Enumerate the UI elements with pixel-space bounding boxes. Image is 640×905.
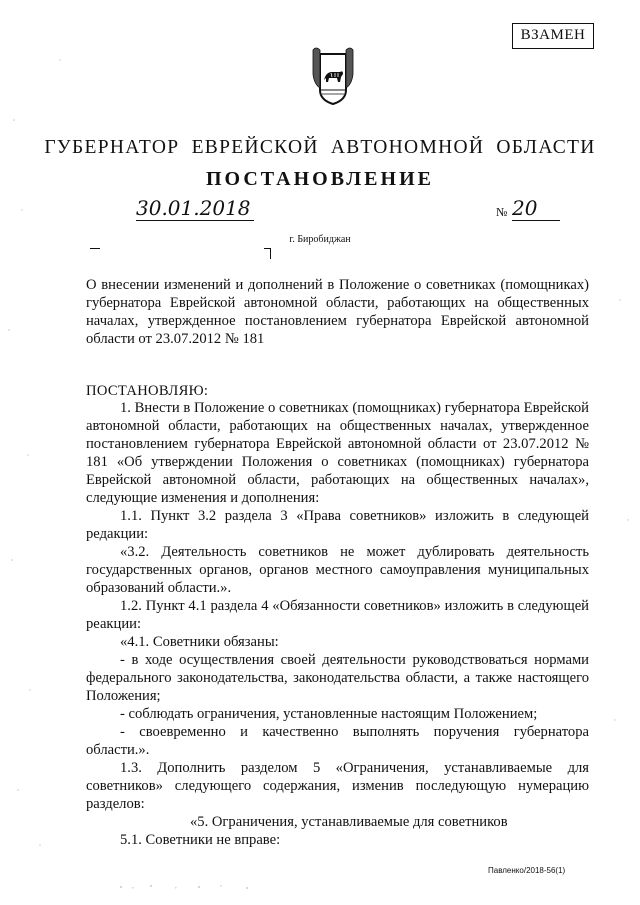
body-paragraph: 5.1. Советники не вправе: [120, 832, 281, 848]
body-paragraph: 1.1. Пункт 3.2 раздела 3 «Права советников» изложить в следующей редакции: [86, 508, 589, 542]
coat-of-arms-tiger-icon [308, 44, 358, 108]
handwritten-date: 30.01.2018 [136, 196, 254, 221]
section-heading: «5. Ограничения, устанавливаемые для советников [190, 814, 508, 830]
title-corner-left [90, 248, 100, 259]
body-paragraph: 1.2. Пункт 4.1 раздела 4 «Обязанности советников» изложить в следующей реакции: [86, 598, 589, 632]
body-paragraph: «3.2. Деятельность советников не может дублировать деятельность государственных органов, органов местного самоуправления муниципальных образований области.». [86, 544, 589, 596]
body-paragraph: 1. Внести в Положение о советниках (помощниках) губернатора Еврейской автономной области, работающих на общественных началах, утвержденное постановлением губернатора Еврейской автономной области от 23.07.2012 № 181 «Об утверждении Положения о советниках (помощниках) губернатора Еврейской автономной области, работающих на общественных началах», следующие изменения и дополнения: [86, 400, 589, 506]
decree-heading: ПОСТАНОВЛЯЮ: [86, 383, 209, 399]
title-corner-right [264, 248, 271, 259]
number-sign: № [496, 205, 508, 219]
body-paragraph: - своевременно и качественно выполнять поручения губернатора области.». [86, 724, 589, 758]
body-paragraph: 1.3. Дополнить разделом 5 «Ограничения, устанавливаемые для советников» следующего содержания, изменив последующую нумерацию разделов: [86, 760, 589, 812]
document-subject: О внесении изменений и дополнений в Положение о советниках (помощниках) губернатора Еврейской автономной области, работающих на общественных началах, утвержденное постановлением губернатора Еврейской автономной области от 23.07.2012 № 181 [86, 277, 589, 347]
city-of-issue: г. Биробиджан [289, 234, 351, 245]
body-paragraph: «4.1. Советники обязаны: [120, 634, 279, 650]
body-paragraph: - в ходе осуществления своей деятельности руководствоваться нормами федерального законодательства, законодательства области, а также настоящего Положения; [86, 652, 589, 704]
body-paragraph: - соблюдать ограничения, установленные настоящим Положением; [120, 706, 538, 722]
document-type-title: ПОСТАНОВЛЕНИЕ [206, 168, 434, 190]
handwritten-document-number: 20 [512, 196, 560, 221]
executor-reference: Павленко/2018-56(1) [488, 866, 566, 875]
issuing-authority: ГУБЕРНАТОР ЕВРЕЙСКОЙ АВТОНОМНОЙ ОБЛАСТИ [44, 137, 596, 158]
replacement-stamp: ВЗАМЕН [512, 23, 594, 49]
document-body [86, 399, 589, 849]
